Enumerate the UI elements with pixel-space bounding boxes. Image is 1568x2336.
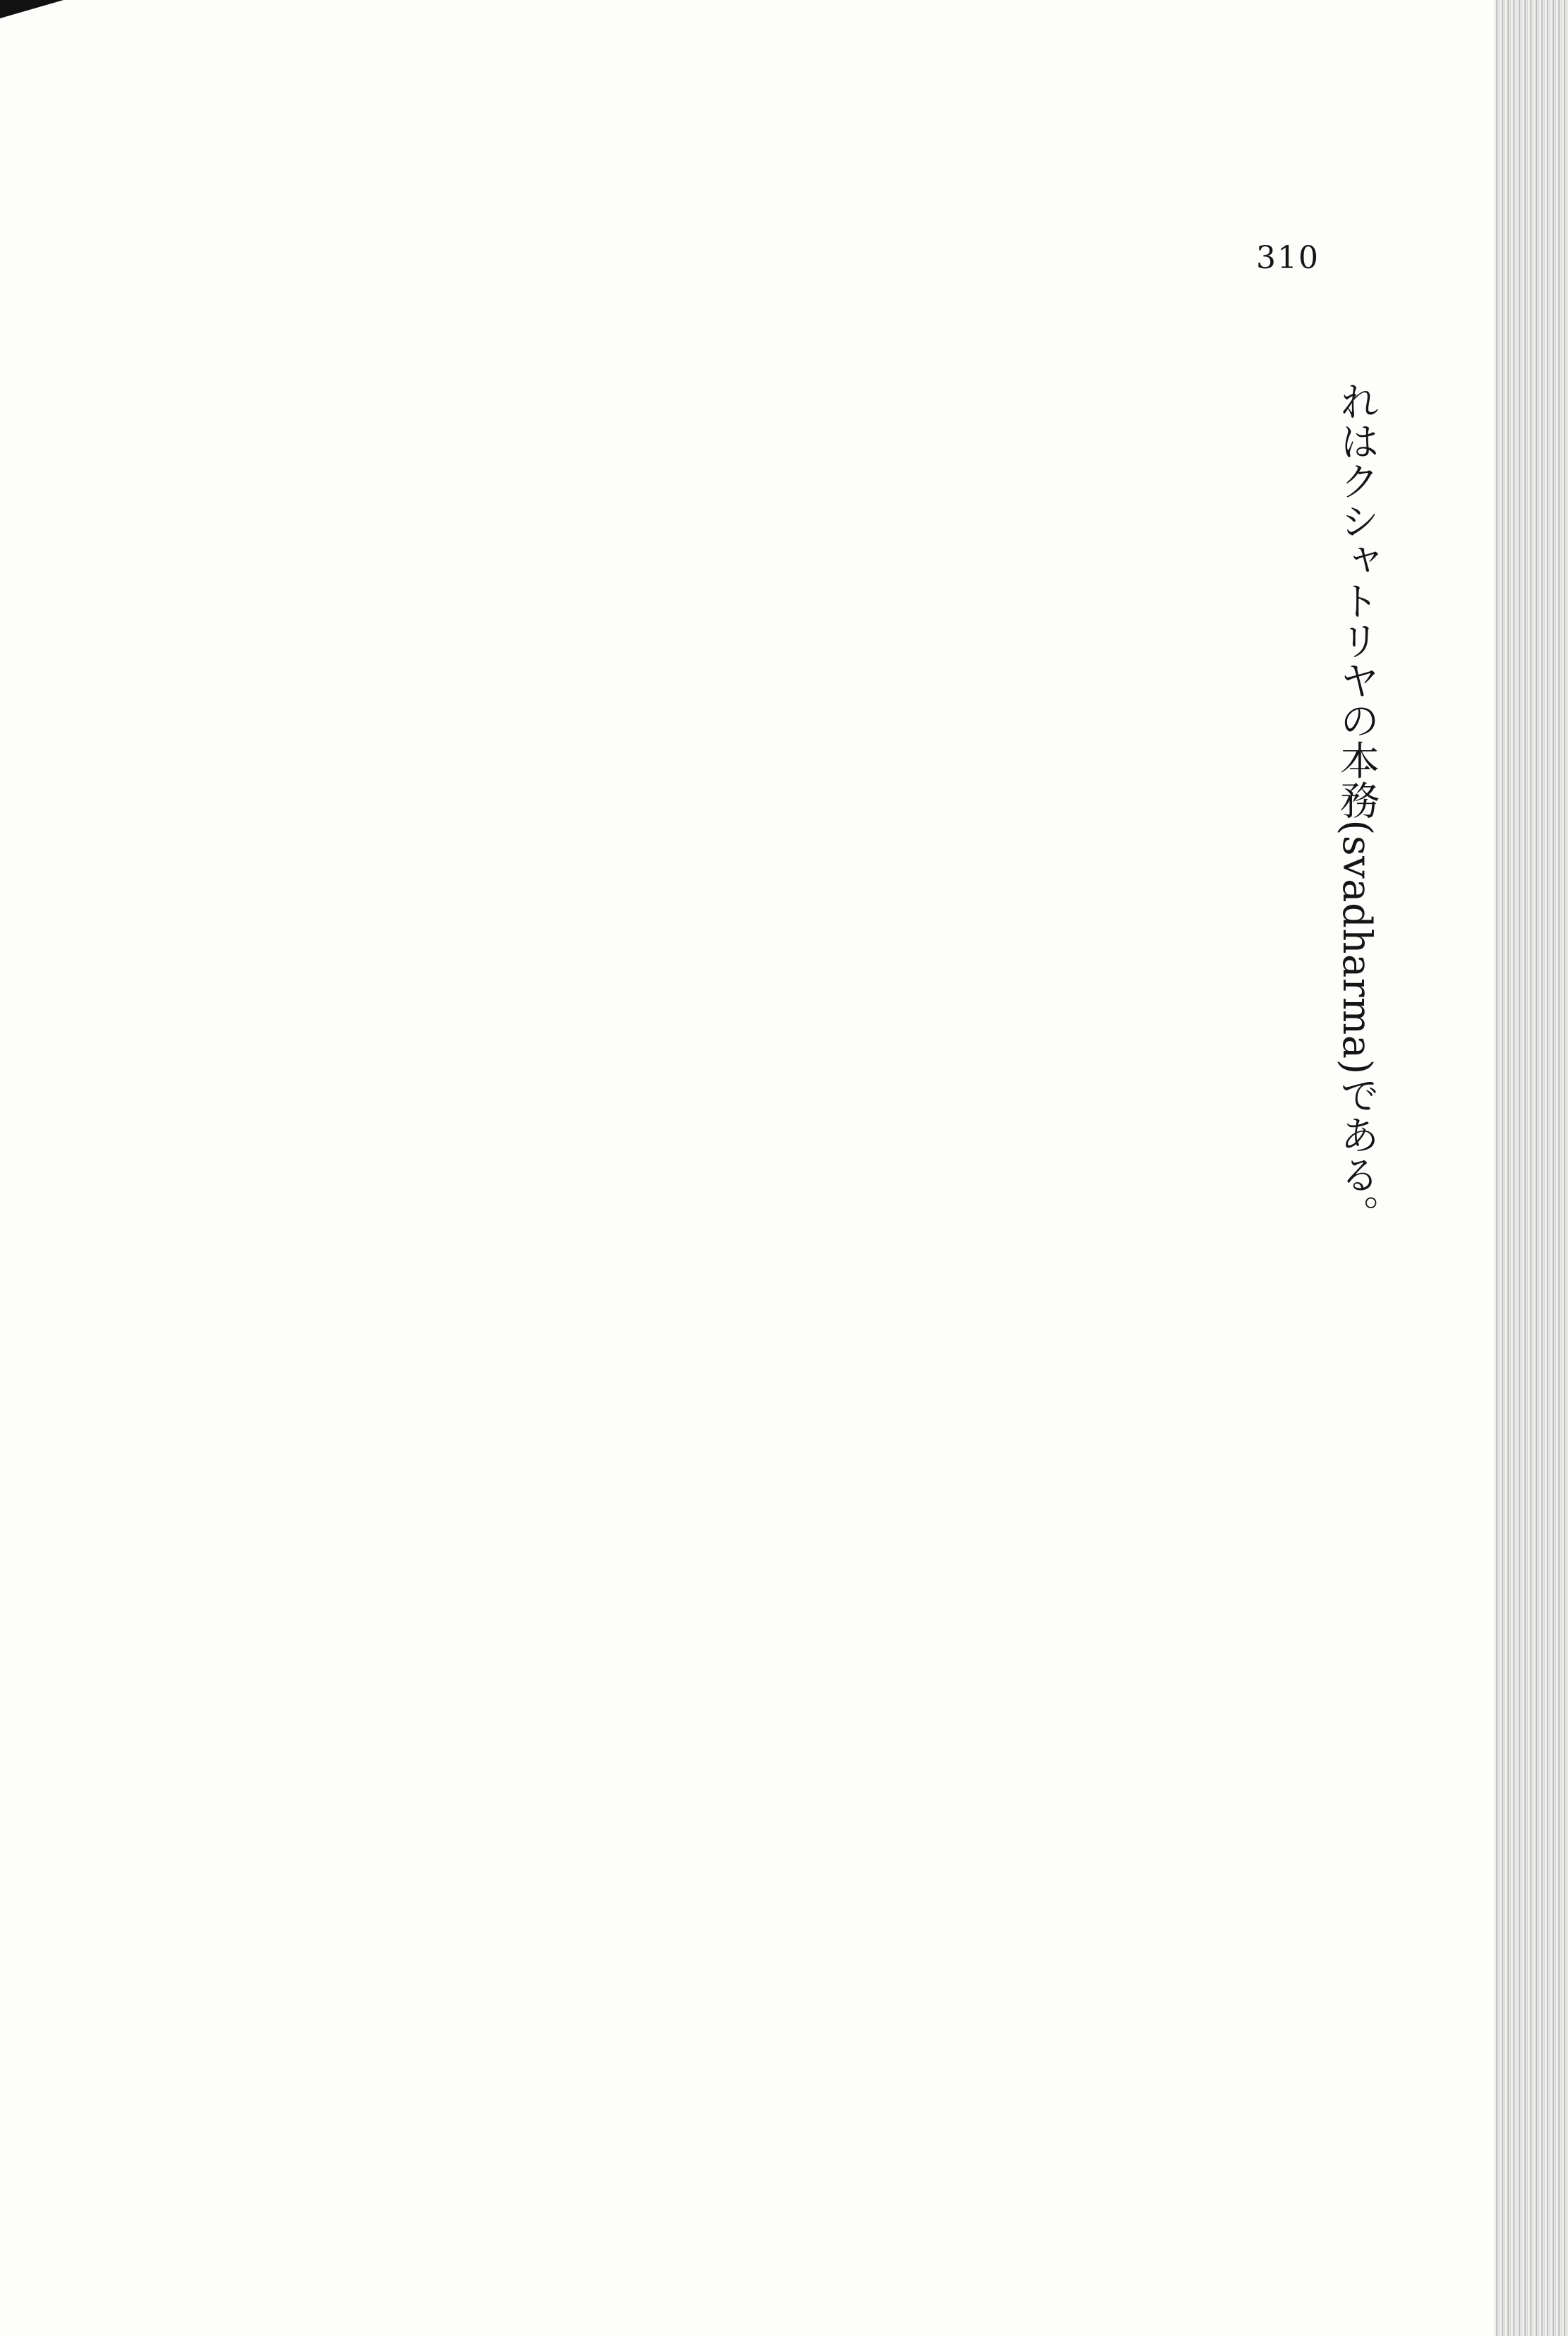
page-edge-shadow <box>1494 0 1568 2336</box>
corner-mark <box>0 0 64 18</box>
page-number: 310 <box>1256 240 1320 276</box>
citation <box>0 381 1331 2160</box>
text-line: れはクシャトリヤの本務(svadharma)である。 <box>1334 381 1380 1235</box>
body-text <box>85 381 1461 2160</box>
